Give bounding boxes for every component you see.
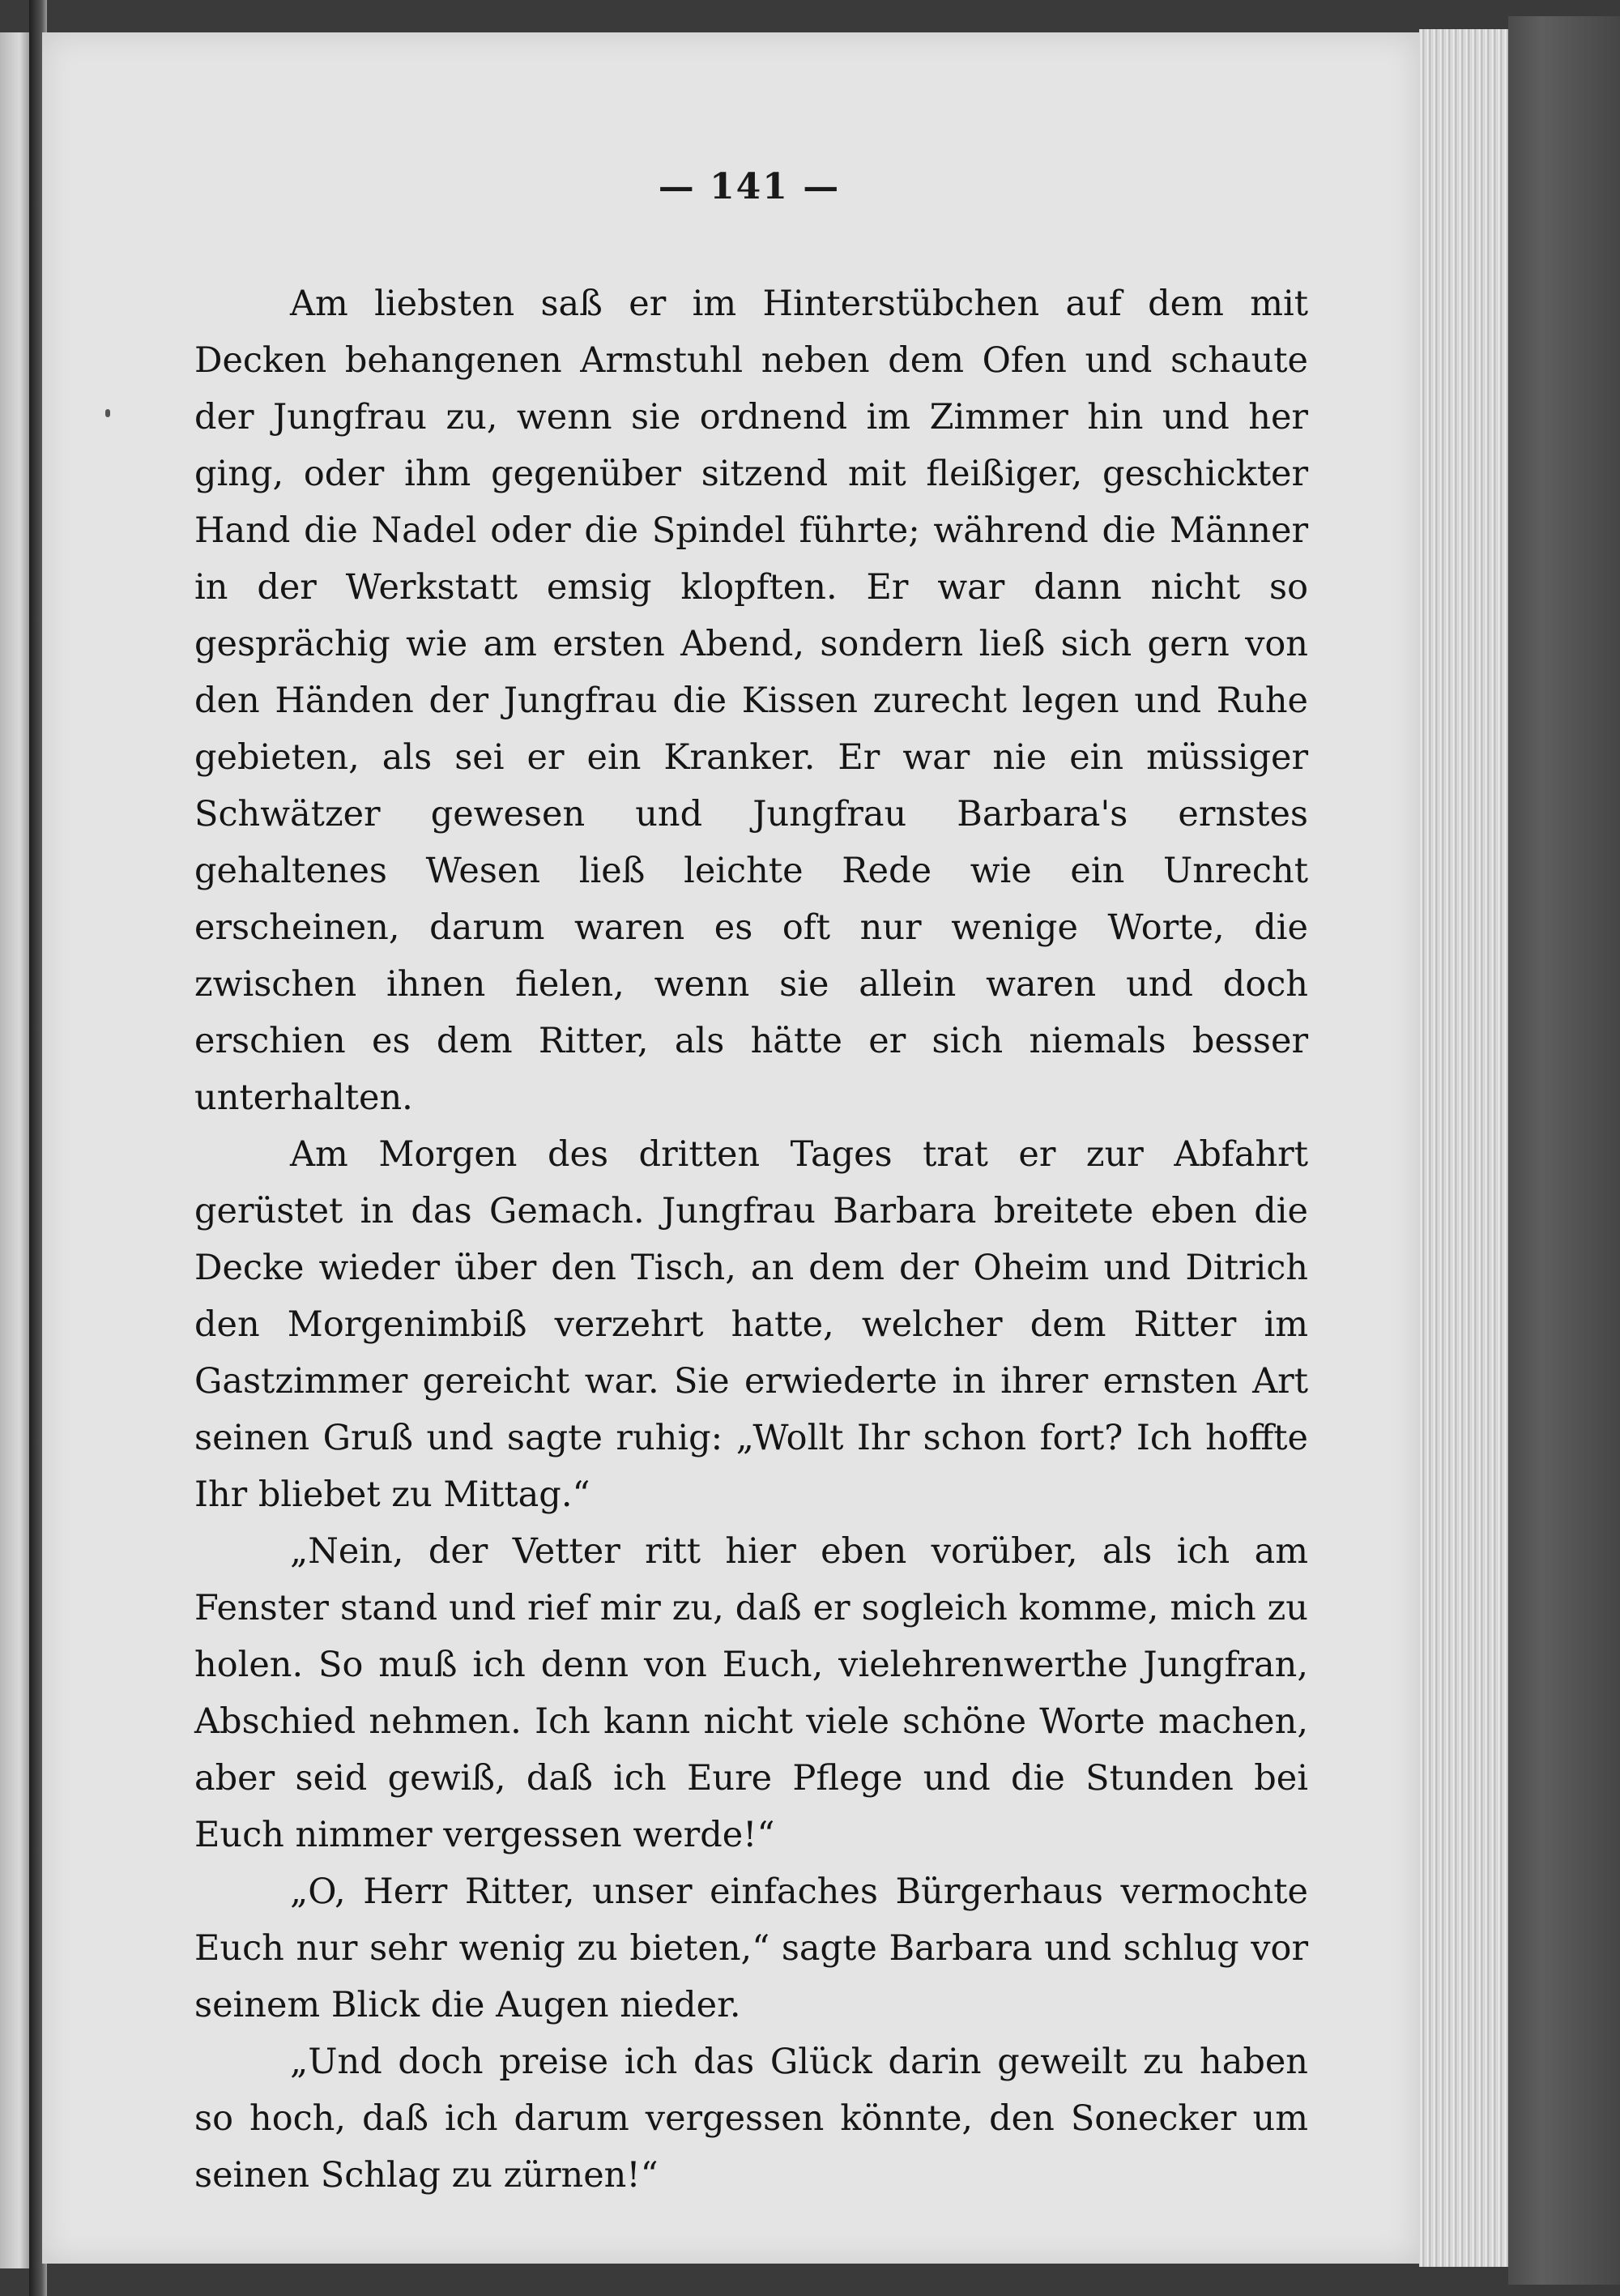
paragraph: Am Morgen des dritten Tages trat er zur Abfahrt gerüstet in das Gemach. Jungfrau Barbara breitete eben die Decke wieder über den Tisch, an dem der Oheim und Ditrich den Morgenimbiß verzehrt hatte, welcher dem Ritter im Gastzimmer gereicht war. Sie erwiederte in ihrer ernsten Art seinen Gruß und sagte ruhig: „Wollt Ihr schon fort? Ich hoffte Ihr bliebet zu Mittag.“ bbox=[194, 1134, 1308, 1515]
paragraph: „Nein, der Vetter ritt hier eben vorüber, als ich am Fenster stand und rief mir zu, daß er sogleich komme, mich zu holen. So muß ich denn von Euch, vielehrenwerthe Jungfran, Abschied nehmen. Ich kann nicht viele schöne Worte machen, aber seid gewiß, daß ich Eure Pflege und die Stunden bei Euch nimmer vergessen werde!“ bbox=[194, 1531, 1308, 1855]
page-edges bbox=[1419, 29, 1508, 2267]
page-number: — 141 — bbox=[658, 166, 841, 207]
paragraph: Am liebsten saß er im Hinterstübchen auf dem mit Decken behangenen Armstuhl neben dem Ofen und schaute der Jungfrau zu, wenn sie ordnend im Zimmer hin und her ging, oder ihm gegenüber sitzend mit fleißiger, geschickter Hand die Nadel oder die Spindel führte; während die Männer in der Werkstatt emsig klopften. Er war dann nicht so gesprächig wie am ersten Abend, sondern ließ sich gern von den Händen der Jungfrau die Kissen zurecht legen und Ruhe gebieten, als sei er ein Kranker. Er war nie ein müssiger Schwätzer gewesen und Jungfrau Barbara's ernstes gehaltenes Wesen ließ leichte Rede wie ein Unrecht erscheinen, darum waren es oft nur wenige Worte, die zwischen ihnen fielen, wenn sie allein waren und doch erschien es dem Ritter, als hätte er sich niemals besser unterhalten. bbox=[194, 284, 1308, 1118]
previous-page-edge bbox=[0, 32, 32, 2268]
margin-speck bbox=[105, 409, 110, 417]
body-text bbox=[194, 275, 1308, 2204]
paragraph: „Und doch preise ich das Glück darin geweilt zu haben so hoch, daß ich darum vergessen könnte, den Sonecker um seinen Schlag zu zürnen!“ bbox=[194, 2042, 1308, 2196]
book-cover-edge bbox=[1508, 16, 1620, 2285]
paragraph: „O, Herr Ritter, unser einfaches Bürgerhaus vermochte Euch nur sehr wenig zu bieten,“ sagte Barbara und schlug vor seinem Blick die Augen nieder. bbox=[194, 1871, 1308, 2025]
